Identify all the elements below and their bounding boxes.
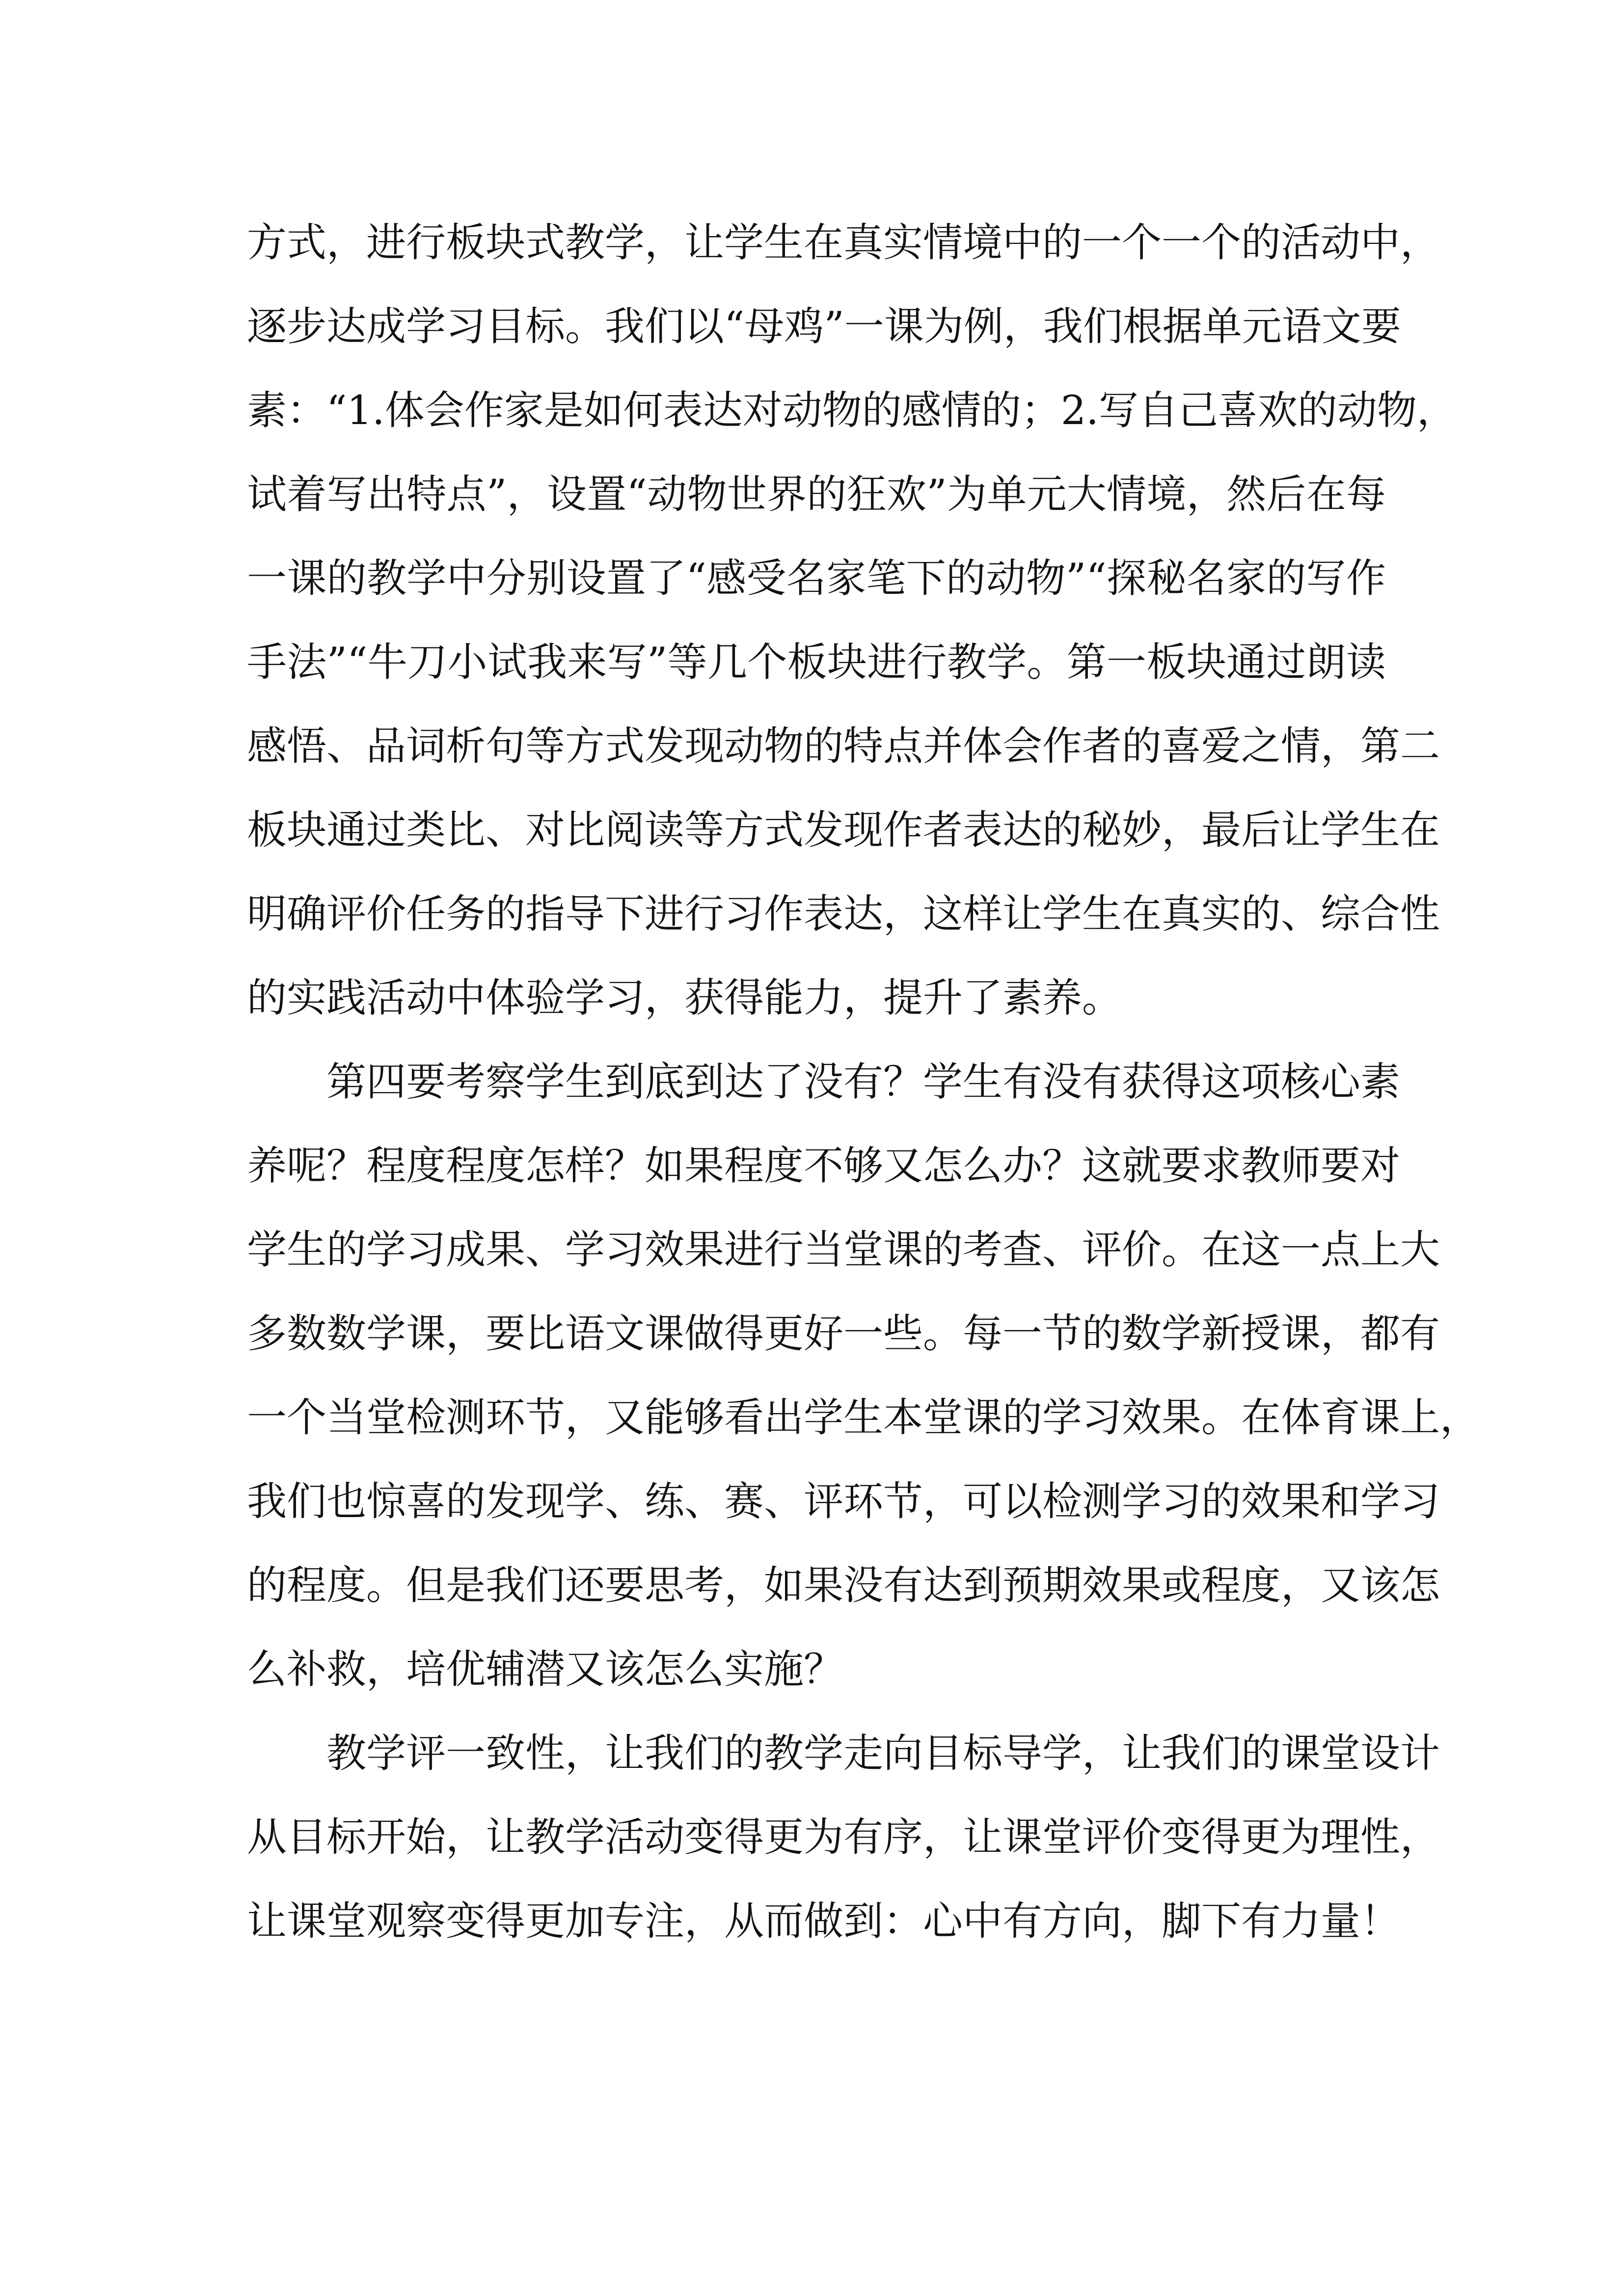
paragraph-2-line-3: 学生的学习成果、学习效果进行当堂课的考查、评价。在这一点上大 xyxy=(247,1227,1440,1273)
paragraph-1-line-6: 手法”“牛刀小试我来写”等几个板块进行教学。第一板块通过朗读 xyxy=(247,640,1386,686)
body-text xyxy=(247,201,1480,1964)
paragraph-1-line-8: 板块通过类比、对比阅读等方式发现作者表达的秘妙，最后让学生在 xyxy=(247,807,1440,854)
paragraph-2-line-2: 养呢？程度程度怎样？如果程度不够又怎么办？这就要求教师要对 xyxy=(247,1143,1401,1189)
paragraph-3-line-1: 教学评一致性，让我们的教学走向目标导学，让我们的课堂设计 xyxy=(326,1731,1440,1777)
paragraph-2-line-4: 多数数学课，要比语文课做得更好一些。每一节的数学新授课，都有 xyxy=(247,1311,1440,1357)
paragraph-1-line-7: 感悟、品词析句等方式发现动物的特点并体会作者的喜爱之情，第二 xyxy=(247,723,1440,770)
paragraph-1-line-4: 试着写出特点”，设置“动物世界的狂欢”为单元大情境，然后在每 xyxy=(247,472,1386,518)
paragraph-3-line-3: 让课堂观察变得更加专注，从而做到：心中有方向，脚下有力量！ xyxy=(247,1898,1401,1945)
paragraph-3 xyxy=(247,1712,1440,1964)
paragraph-2-line-7: 的程度。但是我们还要思考，如果没有达到预期效果或程度，又该怎 xyxy=(247,1563,1440,1609)
paragraph-2 xyxy=(247,1041,1480,1712)
paragraph-2-line-6: 我们也惊喜的发现学、练、赛、评环节，可以检测学习的效果和学习 xyxy=(247,1479,1440,1525)
paragraph-1-line-5: 一课的教学中分别设置了“感受名家笔下的动物”“探秘名家的写作 xyxy=(247,556,1386,602)
paragraph-2-line-8: 么补救，培优辅潜又该怎么实施？ xyxy=(247,1647,844,1693)
paragraph-2-line-1: 第四要考察学生到底到达了没有？学生有没有获得这项核心素 xyxy=(326,1059,1401,1105)
paragraph-1 xyxy=(247,201,1457,1041)
paragraph-1-line-2: 逐步达成学习目标。我们以“母鸡”一课为例，我们根据单元语文要 xyxy=(247,304,1401,350)
paragraph-2-line-5: 一个当堂检测环节，又能够看出学生本堂课的学习效果。在体育课上， xyxy=(247,1395,1480,1441)
paragraph-1-line-10: 的实践活动中体验学习，获得能力，提升了素养。 xyxy=(247,975,1122,1021)
paragraph-3-line-2: 从目标开始，让教学活动变得更为有序，让课堂评价变得更为理性， xyxy=(247,1815,1440,1861)
paragraph-1-line-3: 素：“1.体会作家是如何表达对动物的感情的；2.写自己喜欢的动物， xyxy=(247,388,1457,434)
paragraph-1-line-9: 明确评价任务的指导下进行习作表达，这样让学生在真实的、综合性 xyxy=(247,891,1440,937)
paragraph-1-line-1: 方式，进行板块式教学，让学生在真实情境中的一个一个的活动中， xyxy=(247,220,1440,266)
